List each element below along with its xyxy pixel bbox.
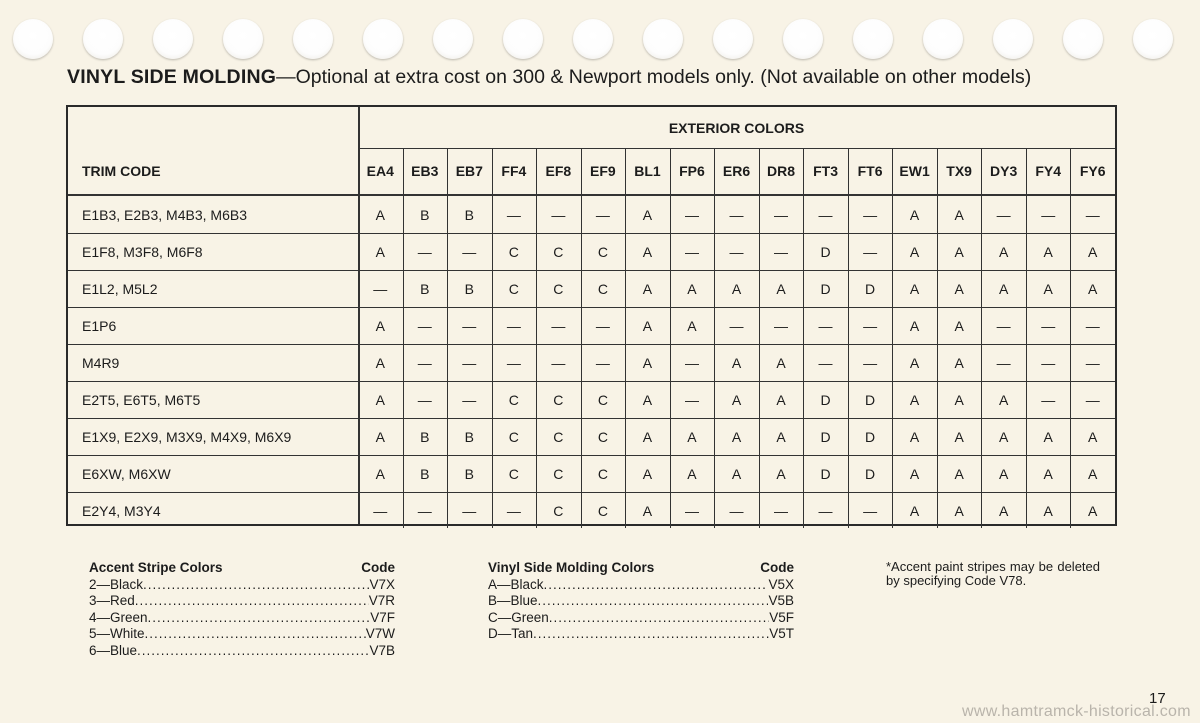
availability-cell: B (420, 428, 430, 445)
availability-cell: A (954, 280, 964, 297)
availability-cell: D (865, 280, 876, 297)
legend-item-label: 3—Red (89, 593, 135, 608)
availability-cell: A (909, 280, 920, 297)
molding-legend-code-header: Code (760, 560, 794, 575)
availability-cell: B (464, 465, 474, 482)
color-column-header: EB3 (411, 163, 439, 179)
availability-cell: — (774, 502, 788, 519)
title-bold: VINYL SIDE MOLDING (67, 66, 277, 88)
legend-item (89, 610, 395, 627)
title-rest: —Optional at extra cost on 300 & Newport models only. (Not available on other models) (276, 66, 1032, 88)
binder-hole (223, 19, 263, 59)
leader-dots (137, 643, 369, 660)
binder-hole (713, 19, 753, 59)
trim-code-label: E1X9, E2X9, M3X9, M4X9, M6X9 (82, 428, 292, 445)
availability-cell: — (996, 354, 1011, 371)
availability-cell: A (998, 465, 1009, 482)
availability-cell: — (729, 502, 744, 519)
availability-cell: A (375, 206, 385, 223)
availability-cell: — (1041, 391, 1056, 408)
color-column-header: ER6 (722, 163, 751, 179)
availability-cell: A (731, 354, 742, 371)
binder-hole (83, 19, 123, 59)
legend-item-label: 6—Blue (89, 642, 138, 658)
legend-item-code: V5X (768, 576, 794, 592)
availability-cell: B (464, 206, 474, 223)
color-column-header: FY4 (1035, 163, 1062, 179)
binder-hole (433, 19, 473, 59)
availability-cell: D (865, 465, 876, 482)
availability-cell: A (998, 391, 1009, 408)
availability-cell: B (464, 280, 474, 297)
trim-code-label: E2Y4, M3Y4 (82, 502, 161, 519)
availability-cell: A (998, 243, 1009, 260)
trim-code-header: TRIM CODE (82, 163, 161, 179)
availability-cell: D (865, 391, 876, 408)
availability-cell: B (420, 280, 430, 297)
availability-cell: — (1085, 354, 1100, 371)
binder-hole (853, 19, 893, 59)
availability-cell: — (373, 280, 388, 297)
availability-cell: A (909, 502, 920, 519)
availability-cell: A (909, 465, 920, 482)
availability-cell: A (687, 317, 697, 334)
availability-cell: C (553, 502, 564, 519)
availability-cell: — (417, 243, 432, 260)
legend-item-code: V7W (365, 626, 395, 641)
availability-cell: A (909, 428, 920, 445)
availability-cell: — (595, 354, 610, 371)
color-column-header: FP6 (679, 163, 705, 179)
availability-cell: A (954, 354, 964, 371)
legend-item (89, 626, 395, 643)
availability-cell: — (506, 317, 521, 334)
availability-cell: — (684, 502, 699, 519)
exterior-colors-table (66, 105, 1117, 526)
availability-cell: — (684, 391, 699, 408)
legend-item (488, 626, 794, 643)
legend-item-label: 5—White (89, 626, 145, 641)
availability-cell: C (597, 502, 608, 519)
availability-cell: C (508, 243, 519, 260)
availability-cell: A (642, 502, 653, 519)
trim-code-label: E1L2, M5L2 (82, 280, 158, 297)
trim-code-label: E6XW, M6XW (82, 465, 171, 482)
color-column-header: DR8 (767, 163, 796, 179)
availability-cell: A (954, 502, 964, 519)
availability-cell: A (909, 317, 920, 334)
accent-legend-header: Accent Stripe Colors (89, 560, 223, 575)
availability-cell: A (1043, 465, 1053, 482)
availability-cell: C (553, 391, 564, 408)
molding-color-legend (488, 560, 794, 643)
availability-cell: A (1043, 243, 1053, 260)
availability-cell: — (996, 317, 1011, 334)
leader-dots (538, 593, 769, 610)
availability-cell: C (508, 280, 519, 297)
availability-cell: — (996, 206, 1011, 223)
availability-cell: C (553, 243, 564, 260)
availability-cell: A (375, 243, 385, 260)
availability-cell: C (553, 428, 564, 445)
availability-cell: C (597, 428, 608, 445)
availability-cell: A (998, 428, 1009, 445)
trim-code-label: E1B3, E2B3, M4B3, M6B3 (82, 206, 247, 223)
availability-cell: A (375, 465, 385, 482)
leader-dots (549, 610, 769, 627)
molding-legend-header: Vinyl Side Molding Colors (488, 560, 655, 575)
availability-cell: A (1043, 502, 1053, 519)
availability-cell: — (1041, 206, 1056, 223)
availability-cell: D (865, 428, 876, 445)
availability-cell: D (820, 280, 831, 297)
trim-code-label: M4R9 (82, 354, 120, 371)
leader-dots (148, 610, 371, 627)
availability-cell: A (731, 391, 742, 408)
leader-dots (135, 593, 369, 610)
availability-cell: — (863, 206, 878, 223)
availability-cell: — (729, 243, 744, 260)
availability-cell: — (595, 206, 610, 223)
availability-cell: — (462, 502, 477, 519)
availability-cell: — (863, 243, 878, 260)
color-column-header: FF4 (501, 163, 527, 179)
legend-item (89, 593, 395, 610)
availability-cell: — (551, 317, 566, 334)
binder-hole (993, 19, 1033, 59)
availability-cell: C (597, 280, 608, 297)
color-column-header: TX9 (946, 163, 972, 179)
availability-cell: — (417, 317, 432, 334)
legend-item (488, 577, 794, 594)
availability-cell: — (774, 243, 788, 260)
binder-hole (13, 19, 53, 59)
availability-cell: B (464, 428, 474, 445)
availability-cell: C (553, 280, 564, 297)
availability-cell: A (642, 206, 653, 223)
color-column-header: FT3 (813, 163, 838, 179)
availability-cell: — (684, 243, 699, 260)
availability-cell: — (506, 206, 521, 223)
color-column-header: FT6 (857, 163, 883, 179)
availability-cell: A (731, 465, 742, 482)
legend-item-code: V7X (369, 576, 395, 592)
availability-cell: — (684, 206, 699, 223)
color-column-header: EB7 (455, 163, 483, 179)
availability-cell: C (597, 391, 608, 408)
availability-cell: C (597, 465, 608, 482)
availability-cell: D (820, 391, 831, 408)
availability-cell: A (687, 465, 697, 482)
availability-cell: — (863, 354, 878, 371)
availability-cell: — (417, 391, 432, 408)
binder-hole (573, 19, 613, 59)
color-column-header: EF9 (590, 163, 616, 179)
legend-item-label: C—Green (488, 609, 549, 625)
availability-cell: — (551, 206, 566, 223)
availability-cell: A (776, 354, 786, 371)
availability-cell: A (776, 465, 786, 482)
availability-cell: — (551, 354, 566, 371)
availability-cell: A (642, 465, 653, 482)
binder-hole (293, 19, 333, 59)
legend-item-label: 2—Black (89, 576, 144, 592)
binder-hole (153, 19, 193, 59)
availability-cell: A (954, 428, 964, 445)
availability-cell: A (1043, 280, 1053, 297)
availability-cell: A (954, 391, 964, 408)
availability-cell: A (687, 428, 697, 445)
binder-hole (503, 19, 543, 59)
trim-code-label: E1P6 (82, 317, 117, 334)
legend-item (488, 593, 794, 610)
availability-cell: D (820, 243, 831, 260)
exterior-colors-header: EXTERIOR COLORS (668, 119, 805, 136)
availability-cell: — (462, 317, 477, 334)
availability-cell: — (684, 354, 699, 371)
availability-cell: — (774, 317, 788, 334)
availability-cell: A (776, 280, 786, 297)
availability-cell: A (909, 391, 920, 408)
trim-code-label: E1F8, M3F8, M6F8 (82, 243, 203, 260)
page-number: 17 (1149, 690, 1166, 707)
binder-hole (923, 19, 963, 59)
legend-item-label: 4—Green (89, 609, 148, 625)
availability-cell: A (1088, 243, 1098, 260)
availability-cell: A (642, 428, 653, 445)
availability-cell: C (553, 465, 564, 482)
trim-code-label: E2T5, E6T5, M6T5 (82, 391, 201, 408)
legend-item-code: V7R (368, 593, 395, 608)
color-column-header: BL1 (634, 163, 661, 179)
availability-cell: — (462, 243, 477, 260)
availability-cell: — (373, 502, 388, 519)
availability-cell: — (863, 317, 878, 334)
availability-cell: — (1041, 354, 1056, 371)
availability-cell: D (820, 428, 831, 445)
availability-cell: A (909, 354, 920, 371)
availability-cell: A (375, 354, 385, 371)
binder-hole (643, 19, 683, 59)
availability-cell: — (818, 502, 833, 519)
availability-cell: A (687, 280, 697, 297)
leader-dots (145, 626, 366, 643)
availability-cell: — (595, 317, 610, 334)
legend-item-code: V5T (769, 626, 794, 641)
accent-note: *Accent paint stripes may be deleted by specifying Code V78. (886, 559, 1100, 588)
availability-cell: — (729, 317, 744, 334)
availability-cell: C (508, 428, 519, 445)
availability-cell: A (375, 317, 385, 334)
availability-cell: A (1088, 428, 1098, 445)
page-title (67, 66, 1031, 89)
availability-cell: A (954, 465, 964, 482)
legend-item (89, 577, 395, 594)
color-column-header: DY3 (990, 163, 1018, 179)
color-column-header: FY6 (1079, 163, 1106, 179)
accent-stripe-legend (89, 560, 395, 659)
leader-dots (533, 626, 769, 643)
availability-cell: — (729, 206, 744, 223)
availability-cell: A (998, 280, 1009, 297)
binder-holes (0, 0, 1200, 70)
availability-cell: C (508, 391, 519, 408)
legend-item-code: V5F (769, 609, 794, 625)
leader-dots (143, 577, 369, 594)
availability-cell: A (776, 428, 786, 445)
availability-cell: — (1085, 391, 1100, 408)
availability-cell: A (375, 428, 385, 445)
availability-cell: — (506, 354, 521, 371)
availability-cell: D (820, 465, 831, 482)
legend-item-code: V7B (369, 642, 395, 658)
availability-cell: — (818, 354, 833, 371)
availability-cell: A (1088, 502, 1098, 519)
availability-cell: — (1041, 317, 1056, 334)
availability-cell: B (420, 206, 430, 223)
availability-cell: A (909, 243, 920, 260)
color-column-header: EF8 (545, 163, 572, 179)
color-column-header: EW1 (899, 163, 930, 179)
availability-cell: — (1085, 206, 1100, 223)
availability-cell: A (375, 391, 385, 408)
availability-cell: — (863, 502, 878, 519)
accent-legend-code-header: Code (361, 560, 395, 575)
availability-cell: — (774, 206, 788, 223)
binder-hole (1063, 19, 1103, 59)
availability-cell: A (1043, 428, 1053, 445)
legend-item-code: V5B (768, 593, 794, 608)
availability-cell: A (642, 243, 653, 260)
availability-cell: A (1088, 465, 1098, 482)
availability-cell: A (642, 354, 653, 371)
availability-cell: A (954, 317, 964, 334)
legend-item-label: D—Tan (488, 626, 534, 641)
watermark-text: www.hamtramck-historical.com (962, 703, 1191, 720)
availability-cell: — (1085, 317, 1100, 334)
availability-cell: — (506, 502, 521, 519)
binder-hole (1133, 19, 1173, 59)
availability-cell: A (776, 391, 786, 408)
availability-cell: A (998, 502, 1009, 519)
availability-cell: — (417, 354, 432, 371)
availability-cell: — (818, 206, 833, 223)
availability-cell: A (642, 317, 653, 334)
legend-item-code: V7F (370, 609, 395, 625)
legend-item (488, 610, 794, 627)
availability-cell: B (420, 465, 430, 482)
availability-cell: — (462, 354, 477, 371)
availability-cell: A (954, 243, 964, 260)
availability-cell: A (642, 391, 653, 408)
legend-item-label: B—Blue (488, 593, 538, 608)
color-column-header: EA4 (366, 163, 394, 179)
legend-item (89, 643, 395, 660)
binder-hole (363, 19, 403, 59)
leader-dots (544, 577, 769, 594)
availability-cell: A (1088, 280, 1098, 297)
binder-hole (783, 19, 823, 59)
availability-cell: A (954, 206, 964, 223)
availability-cell: A (731, 428, 742, 445)
availability-cell: A (731, 280, 742, 297)
availability-cell: C (508, 465, 519, 482)
availability-cell: — (417, 502, 432, 519)
availability-cell: A (642, 280, 653, 297)
availability-cell: A (909, 206, 920, 223)
availability-cell: C (597, 243, 608, 260)
availability-cell: — (818, 317, 833, 334)
legend-item-label: A—Black (488, 576, 544, 592)
availability-cell: — (462, 391, 477, 408)
